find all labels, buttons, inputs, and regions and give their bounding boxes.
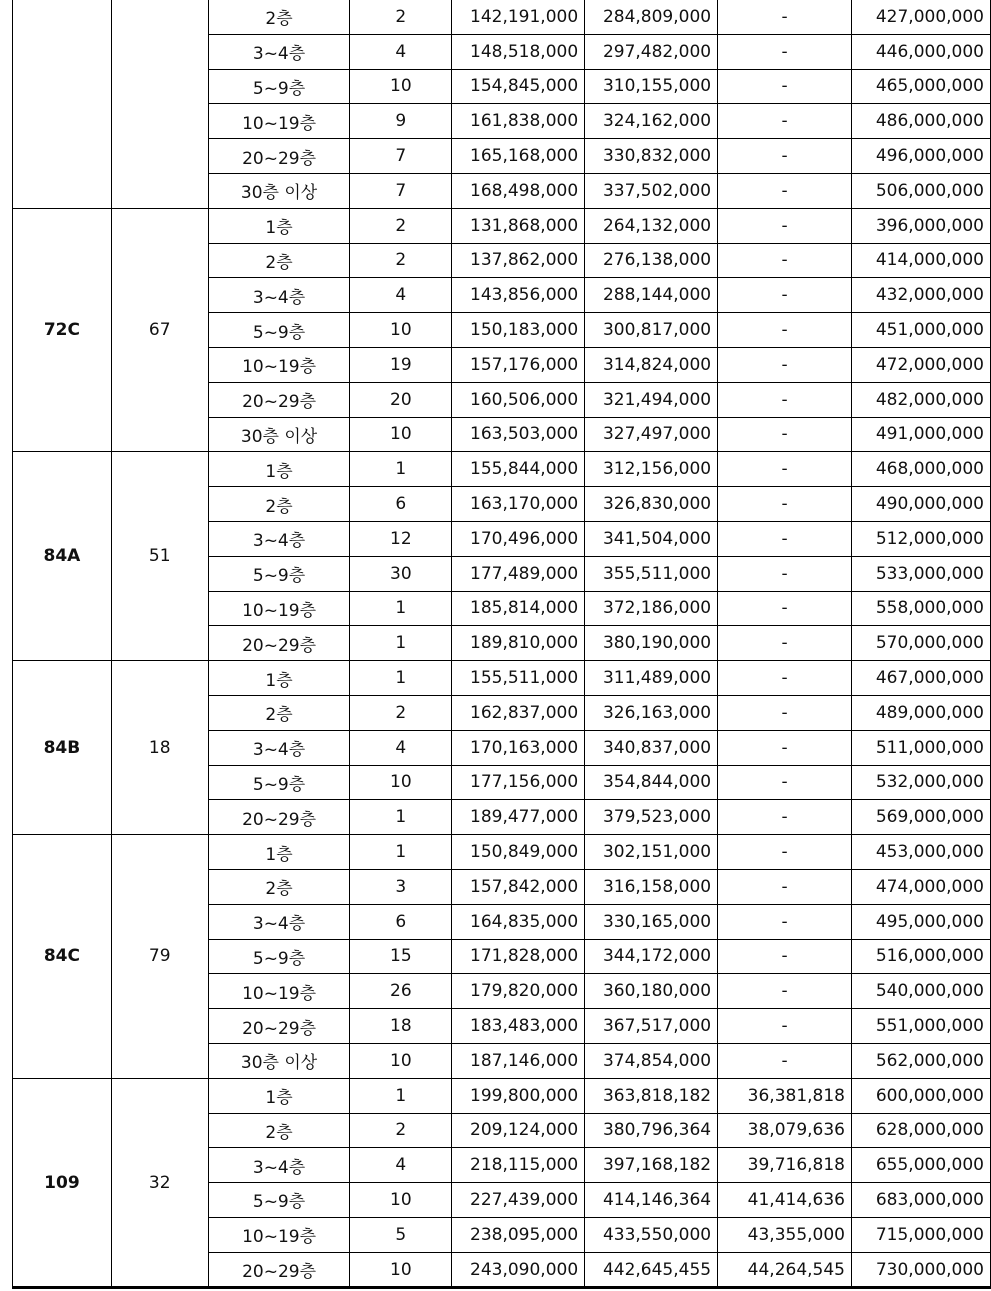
count-cell: 19 bbox=[350, 347, 452, 382]
count-cell: 10 bbox=[350, 1252, 452, 1288]
land-price-cell: 187,146,000 bbox=[452, 1043, 585, 1078]
floor-cell: 1층 bbox=[208, 208, 350, 243]
building-price-cell: 367,517,000 bbox=[585, 1009, 718, 1044]
building-price-cell: 341,504,000 bbox=[585, 521, 718, 556]
building-price-cell: 330,165,000 bbox=[585, 904, 718, 939]
vat-cell: - bbox=[718, 487, 852, 522]
building-price-cell: 337,502,000 bbox=[585, 173, 718, 208]
count-cell: 10 bbox=[350, 1043, 452, 1078]
table-row bbox=[13, 208, 991, 243]
count-cell: 4 bbox=[350, 730, 452, 765]
land-price-cell: 157,842,000 bbox=[452, 869, 585, 904]
floor-cell: 30층 이상 bbox=[208, 173, 350, 208]
floor-cell: 5~9층 bbox=[208, 939, 350, 974]
unit-count-cell: 18 bbox=[111, 661, 208, 835]
vat-cell: 44,264,545 bbox=[718, 1252, 852, 1288]
floor-cell: 3~4층 bbox=[208, 730, 350, 765]
building-price-cell: 326,830,000 bbox=[585, 487, 718, 522]
land-price-cell: 227,439,000 bbox=[452, 1183, 585, 1218]
land-price-cell: 155,511,000 bbox=[452, 661, 585, 696]
count-cell: 7 bbox=[350, 139, 452, 174]
land-price-cell: 154,845,000 bbox=[452, 69, 585, 104]
land-price-cell: 183,483,000 bbox=[452, 1009, 585, 1044]
vat-cell: - bbox=[718, 974, 852, 1009]
floor-cell: 20~29층 bbox=[208, 382, 350, 417]
total-price-cell: 533,000,000 bbox=[852, 556, 991, 591]
building-price-cell: 310,155,000 bbox=[585, 69, 718, 104]
vat-cell: - bbox=[718, 730, 852, 765]
unit-type-cell: 84B bbox=[13, 661, 112, 835]
land-price-cell: 218,115,000 bbox=[452, 1148, 585, 1183]
floor-cell: 2층 bbox=[208, 0, 350, 34]
building-price-cell: 380,796,364 bbox=[585, 1113, 718, 1148]
vat-cell: - bbox=[718, 695, 852, 730]
count-cell: 15 bbox=[350, 939, 452, 974]
count-cell: 1 bbox=[350, 626, 452, 661]
count-cell: 1 bbox=[350, 452, 452, 487]
building-price-cell: 311,489,000 bbox=[585, 661, 718, 696]
land-price-cell: 148,518,000 bbox=[452, 34, 585, 69]
table-row bbox=[13, 0, 991, 34]
table-row bbox=[13, 835, 991, 870]
total-price-cell: 558,000,000 bbox=[852, 591, 991, 626]
floor-cell: 5~9층 bbox=[208, 313, 350, 348]
land-price-cell: 131,868,000 bbox=[452, 208, 585, 243]
total-price-cell: 474,000,000 bbox=[852, 869, 991, 904]
land-price-cell: 163,503,000 bbox=[452, 417, 585, 452]
land-price-cell: 179,820,000 bbox=[452, 974, 585, 1009]
table-row bbox=[13, 1078, 991, 1113]
total-price-cell: 489,000,000 bbox=[852, 695, 991, 730]
land-price-cell: 189,810,000 bbox=[452, 626, 585, 661]
unit-type-cell: 84A bbox=[13, 452, 112, 661]
floor-cell: 10~19층 bbox=[208, 104, 350, 139]
floor-cell: 20~29층 bbox=[208, 800, 350, 835]
total-price-cell: 451,000,000 bbox=[852, 313, 991, 348]
vat-cell: 39,716,818 bbox=[718, 1148, 852, 1183]
building-price-cell: 397,168,182 bbox=[585, 1148, 718, 1183]
vat-cell: - bbox=[718, 382, 852, 417]
total-price-cell: 628,000,000 bbox=[852, 1113, 991, 1148]
building-price-cell: 314,824,000 bbox=[585, 347, 718, 382]
floor-cell: 20~29층 bbox=[208, 139, 350, 174]
total-price-cell: 472,000,000 bbox=[852, 347, 991, 382]
table-row bbox=[13, 661, 991, 696]
count-cell: 7 bbox=[350, 173, 452, 208]
total-price-cell: 562,000,000 bbox=[852, 1043, 991, 1078]
floor-cell: 2층 bbox=[208, 1113, 350, 1148]
count-cell: 5 bbox=[350, 1217, 452, 1252]
building-price-cell: 344,172,000 bbox=[585, 939, 718, 974]
building-price-cell: 380,190,000 bbox=[585, 626, 718, 661]
count-cell: 2 bbox=[350, 0, 452, 34]
vat-cell: - bbox=[718, 904, 852, 939]
vat-cell: - bbox=[718, 243, 852, 278]
floor-cell: 5~9층 bbox=[208, 69, 350, 104]
land-price-cell: 238,095,000 bbox=[452, 1217, 585, 1252]
land-price-cell: 185,814,000 bbox=[452, 591, 585, 626]
land-price-cell: 177,156,000 bbox=[452, 765, 585, 800]
vat-cell: 38,079,636 bbox=[718, 1113, 852, 1148]
vat-cell: - bbox=[718, 69, 852, 104]
floor-cell: 3~4층 bbox=[208, 904, 350, 939]
floor-cell: 2층 bbox=[208, 695, 350, 730]
land-price-cell: 168,498,000 bbox=[452, 173, 585, 208]
floor-cell: 10~19층 bbox=[208, 347, 350, 382]
land-price-cell: 170,163,000 bbox=[452, 730, 585, 765]
count-cell: 1 bbox=[350, 661, 452, 696]
unit-count-cell bbox=[111, 0, 208, 208]
count-cell: 1 bbox=[350, 800, 452, 835]
vat-cell: - bbox=[718, 765, 852, 800]
count-cell: 20 bbox=[350, 382, 452, 417]
floor-cell: 3~4층 bbox=[208, 278, 350, 313]
total-price-cell: 600,000,000 bbox=[852, 1078, 991, 1113]
land-price-cell: 137,862,000 bbox=[452, 243, 585, 278]
land-price-cell: 150,183,000 bbox=[452, 313, 585, 348]
vat-cell: - bbox=[718, 104, 852, 139]
count-cell: 30 bbox=[350, 556, 452, 591]
total-price-cell: 506,000,000 bbox=[852, 173, 991, 208]
floor-cell: 20~29층 bbox=[208, 626, 350, 661]
building-price-cell: 354,844,000 bbox=[585, 765, 718, 800]
total-price-cell: 490,000,000 bbox=[852, 487, 991, 522]
count-cell: 10 bbox=[350, 69, 452, 104]
land-price-cell: 150,849,000 bbox=[452, 835, 585, 870]
count-cell: 2 bbox=[350, 695, 452, 730]
land-price-cell: 161,838,000 bbox=[452, 104, 585, 139]
total-price-cell: 683,000,000 bbox=[852, 1183, 991, 1218]
floor-cell: 5~9층 bbox=[208, 1183, 350, 1218]
count-cell: 10 bbox=[350, 765, 452, 800]
unit-type-cell: 109 bbox=[13, 1078, 112, 1288]
building-price-cell: 360,180,000 bbox=[585, 974, 718, 1009]
vat-cell: - bbox=[718, 313, 852, 348]
building-price-cell: 312,156,000 bbox=[585, 452, 718, 487]
total-price-cell: 446,000,000 bbox=[852, 34, 991, 69]
table-row bbox=[13, 452, 991, 487]
total-price-cell: 570,000,000 bbox=[852, 626, 991, 661]
count-cell: 4 bbox=[350, 278, 452, 313]
table-body bbox=[13, 0, 991, 1288]
vat-cell: - bbox=[718, 34, 852, 69]
unit-count-cell: 32 bbox=[111, 1078, 208, 1288]
count-cell: 6 bbox=[350, 487, 452, 522]
floor-cell: 20~29층 bbox=[208, 1009, 350, 1044]
land-price-cell: 155,844,000 bbox=[452, 452, 585, 487]
vat-cell: - bbox=[718, 278, 852, 313]
vat-cell: - bbox=[718, 591, 852, 626]
land-price-cell: 143,856,000 bbox=[452, 278, 585, 313]
building-price-cell: 330,832,000 bbox=[585, 139, 718, 174]
unit-count-cell: 51 bbox=[111, 452, 208, 661]
count-cell: 1 bbox=[350, 591, 452, 626]
building-price-cell: 326,163,000 bbox=[585, 695, 718, 730]
total-price-cell: 516,000,000 bbox=[852, 939, 991, 974]
count-cell: 12 bbox=[350, 521, 452, 556]
total-price-cell: 569,000,000 bbox=[852, 800, 991, 835]
count-cell: 2 bbox=[350, 208, 452, 243]
total-price-cell: 467,000,000 bbox=[852, 661, 991, 696]
floor-cell: 5~9층 bbox=[208, 556, 350, 591]
building-price-cell: 288,144,000 bbox=[585, 278, 718, 313]
vat-cell: - bbox=[718, 347, 852, 382]
floor-cell: 10~19층 bbox=[208, 591, 350, 626]
building-price-cell: 363,818,182 bbox=[585, 1078, 718, 1113]
building-price-cell: 300,817,000 bbox=[585, 313, 718, 348]
vat-cell: - bbox=[718, 869, 852, 904]
floor-cell: 2층 bbox=[208, 869, 350, 904]
count-cell: 2 bbox=[350, 243, 452, 278]
count-cell: 26 bbox=[350, 974, 452, 1009]
total-price-cell: 551,000,000 bbox=[852, 1009, 991, 1044]
total-price-cell: 540,000,000 bbox=[852, 974, 991, 1009]
vat-cell: 43,355,000 bbox=[718, 1217, 852, 1252]
vat-cell: - bbox=[718, 173, 852, 208]
land-price-cell: 177,489,000 bbox=[452, 556, 585, 591]
building-price-cell: 276,138,000 bbox=[585, 243, 718, 278]
vat-cell: - bbox=[718, 417, 852, 452]
count-cell: 10 bbox=[350, 313, 452, 348]
building-price-cell: 340,837,000 bbox=[585, 730, 718, 765]
total-price-cell: 396,000,000 bbox=[852, 208, 991, 243]
floor-cell: 1층 bbox=[208, 452, 350, 487]
unit-type-cell: 72C bbox=[13, 208, 112, 452]
total-price-cell: 468,000,000 bbox=[852, 452, 991, 487]
unit-type-cell bbox=[13, 0, 112, 208]
unit-count-cell: 67 bbox=[111, 208, 208, 452]
building-price-cell: 324,162,000 bbox=[585, 104, 718, 139]
total-price-cell: 453,000,000 bbox=[852, 835, 991, 870]
count-cell: 2 bbox=[350, 1113, 452, 1148]
building-price-cell: 316,158,000 bbox=[585, 869, 718, 904]
floor-cell: 10~19층 bbox=[208, 974, 350, 1009]
count-cell: 3 bbox=[350, 869, 452, 904]
vat-cell: - bbox=[718, 939, 852, 974]
total-price-cell: 482,000,000 bbox=[852, 382, 991, 417]
total-price-cell: 715,000,000 bbox=[852, 1217, 991, 1252]
vat-cell: - bbox=[718, 1009, 852, 1044]
floor-cell: 1층 bbox=[208, 1078, 350, 1113]
total-price-cell: 491,000,000 bbox=[852, 417, 991, 452]
floor-cell: 20~29층 bbox=[208, 1252, 350, 1288]
building-price-cell: 327,497,000 bbox=[585, 417, 718, 452]
floor-cell: 3~4층 bbox=[208, 34, 350, 69]
count-cell: 1 bbox=[350, 835, 452, 870]
building-price-cell: 284,809,000 bbox=[585, 0, 718, 34]
count-cell: 10 bbox=[350, 1183, 452, 1218]
land-price-cell: 165,168,000 bbox=[452, 139, 585, 174]
total-price-cell: 432,000,000 bbox=[852, 278, 991, 313]
count-cell: 4 bbox=[350, 1148, 452, 1183]
unit-type-cell: 84C bbox=[13, 835, 112, 1079]
count-cell: 4 bbox=[350, 34, 452, 69]
vat-cell: - bbox=[718, 1043, 852, 1078]
land-price-cell: 164,835,000 bbox=[452, 904, 585, 939]
building-price-cell: 433,550,000 bbox=[585, 1217, 718, 1252]
vat-cell: - bbox=[718, 626, 852, 661]
count-cell: 18 bbox=[350, 1009, 452, 1044]
vat-cell: 41,414,636 bbox=[718, 1183, 852, 1218]
count-cell: 10 bbox=[350, 417, 452, 452]
vat-cell: - bbox=[718, 800, 852, 835]
floor-cell: 2층 bbox=[208, 243, 350, 278]
total-price-cell: 414,000,000 bbox=[852, 243, 991, 278]
vat-cell: - bbox=[718, 208, 852, 243]
land-price-cell: 162,837,000 bbox=[452, 695, 585, 730]
building-price-cell: 264,132,000 bbox=[585, 208, 718, 243]
price-table bbox=[12, 0, 991, 1289]
building-price-cell: 379,523,000 bbox=[585, 800, 718, 835]
total-price-cell: 532,000,000 bbox=[852, 765, 991, 800]
vat-cell: 36,381,818 bbox=[718, 1078, 852, 1113]
building-price-cell: 372,186,000 bbox=[585, 591, 718, 626]
land-price-cell: 189,477,000 bbox=[452, 800, 585, 835]
building-price-cell: 302,151,000 bbox=[585, 835, 718, 870]
building-price-cell: 442,645,455 bbox=[585, 1252, 718, 1288]
land-price-cell: 142,191,000 bbox=[452, 0, 585, 34]
vat-cell: - bbox=[718, 521, 852, 556]
count-cell: 6 bbox=[350, 904, 452, 939]
total-price-cell: 486,000,000 bbox=[852, 104, 991, 139]
land-price-cell: 199,800,000 bbox=[452, 1078, 585, 1113]
vat-cell: - bbox=[718, 452, 852, 487]
floor-cell: 3~4층 bbox=[208, 521, 350, 556]
total-price-cell: 427,000,000 bbox=[852, 0, 991, 34]
building-price-cell: 374,854,000 bbox=[585, 1043, 718, 1078]
total-price-cell: 465,000,000 bbox=[852, 69, 991, 104]
land-price-cell: 170,496,000 bbox=[452, 521, 585, 556]
building-price-cell: 297,482,000 bbox=[585, 34, 718, 69]
vat-cell: - bbox=[718, 556, 852, 591]
vat-cell: - bbox=[718, 661, 852, 696]
floor-cell: 3~4층 bbox=[208, 1148, 350, 1183]
floor-cell: 30층 이상 bbox=[208, 417, 350, 452]
floor-cell: 1층 bbox=[208, 661, 350, 696]
total-price-cell: 655,000,000 bbox=[852, 1148, 991, 1183]
land-price-cell: 243,090,000 bbox=[452, 1252, 585, 1288]
floor-cell: 10~19층 bbox=[208, 1217, 350, 1252]
total-price-cell: 495,000,000 bbox=[852, 904, 991, 939]
vat-cell: - bbox=[718, 139, 852, 174]
land-price-cell: 160,506,000 bbox=[452, 382, 585, 417]
total-price-cell: 512,000,000 bbox=[852, 521, 991, 556]
total-price-cell: 511,000,000 bbox=[852, 730, 991, 765]
land-price-cell: 209,124,000 bbox=[452, 1113, 585, 1148]
total-price-cell: 496,000,000 bbox=[852, 139, 991, 174]
vat-cell: - bbox=[718, 835, 852, 870]
floor-cell: 2층 bbox=[208, 487, 350, 522]
total-price-cell: 730,000,000 bbox=[852, 1252, 991, 1288]
floor-cell: 1층 bbox=[208, 835, 350, 870]
count-cell: 1 bbox=[350, 1078, 452, 1113]
land-price-cell: 171,828,000 bbox=[452, 939, 585, 974]
building-price-cell: 414,146,364 bbox=[585, 1183, 718, 1218]
building-price-cell: 355,511,000 bbox=[585, 556, 718, 591]
unit-count-cell: 79 bbox=[111, 835, 208, 1079]
building-price-cell: 321,494,000 bbox=[585, 382, 718, 417]
land-price-cell: 163,170,000 bbox=[452, 487, 585, 522]
vat-cell: - bbox=[718, 0, 852, 34]
floor-cell: 30층 이상 bbox=[208, 1043, 350, 1078]
land-price-cell: 157,176,000 bbox=[452, 347, 585, 382]
floor-cell: 5~9층 bbox=[208, 765, 350, 800]
count-cell: 9 bbox=[350, 104, 452, 139]
